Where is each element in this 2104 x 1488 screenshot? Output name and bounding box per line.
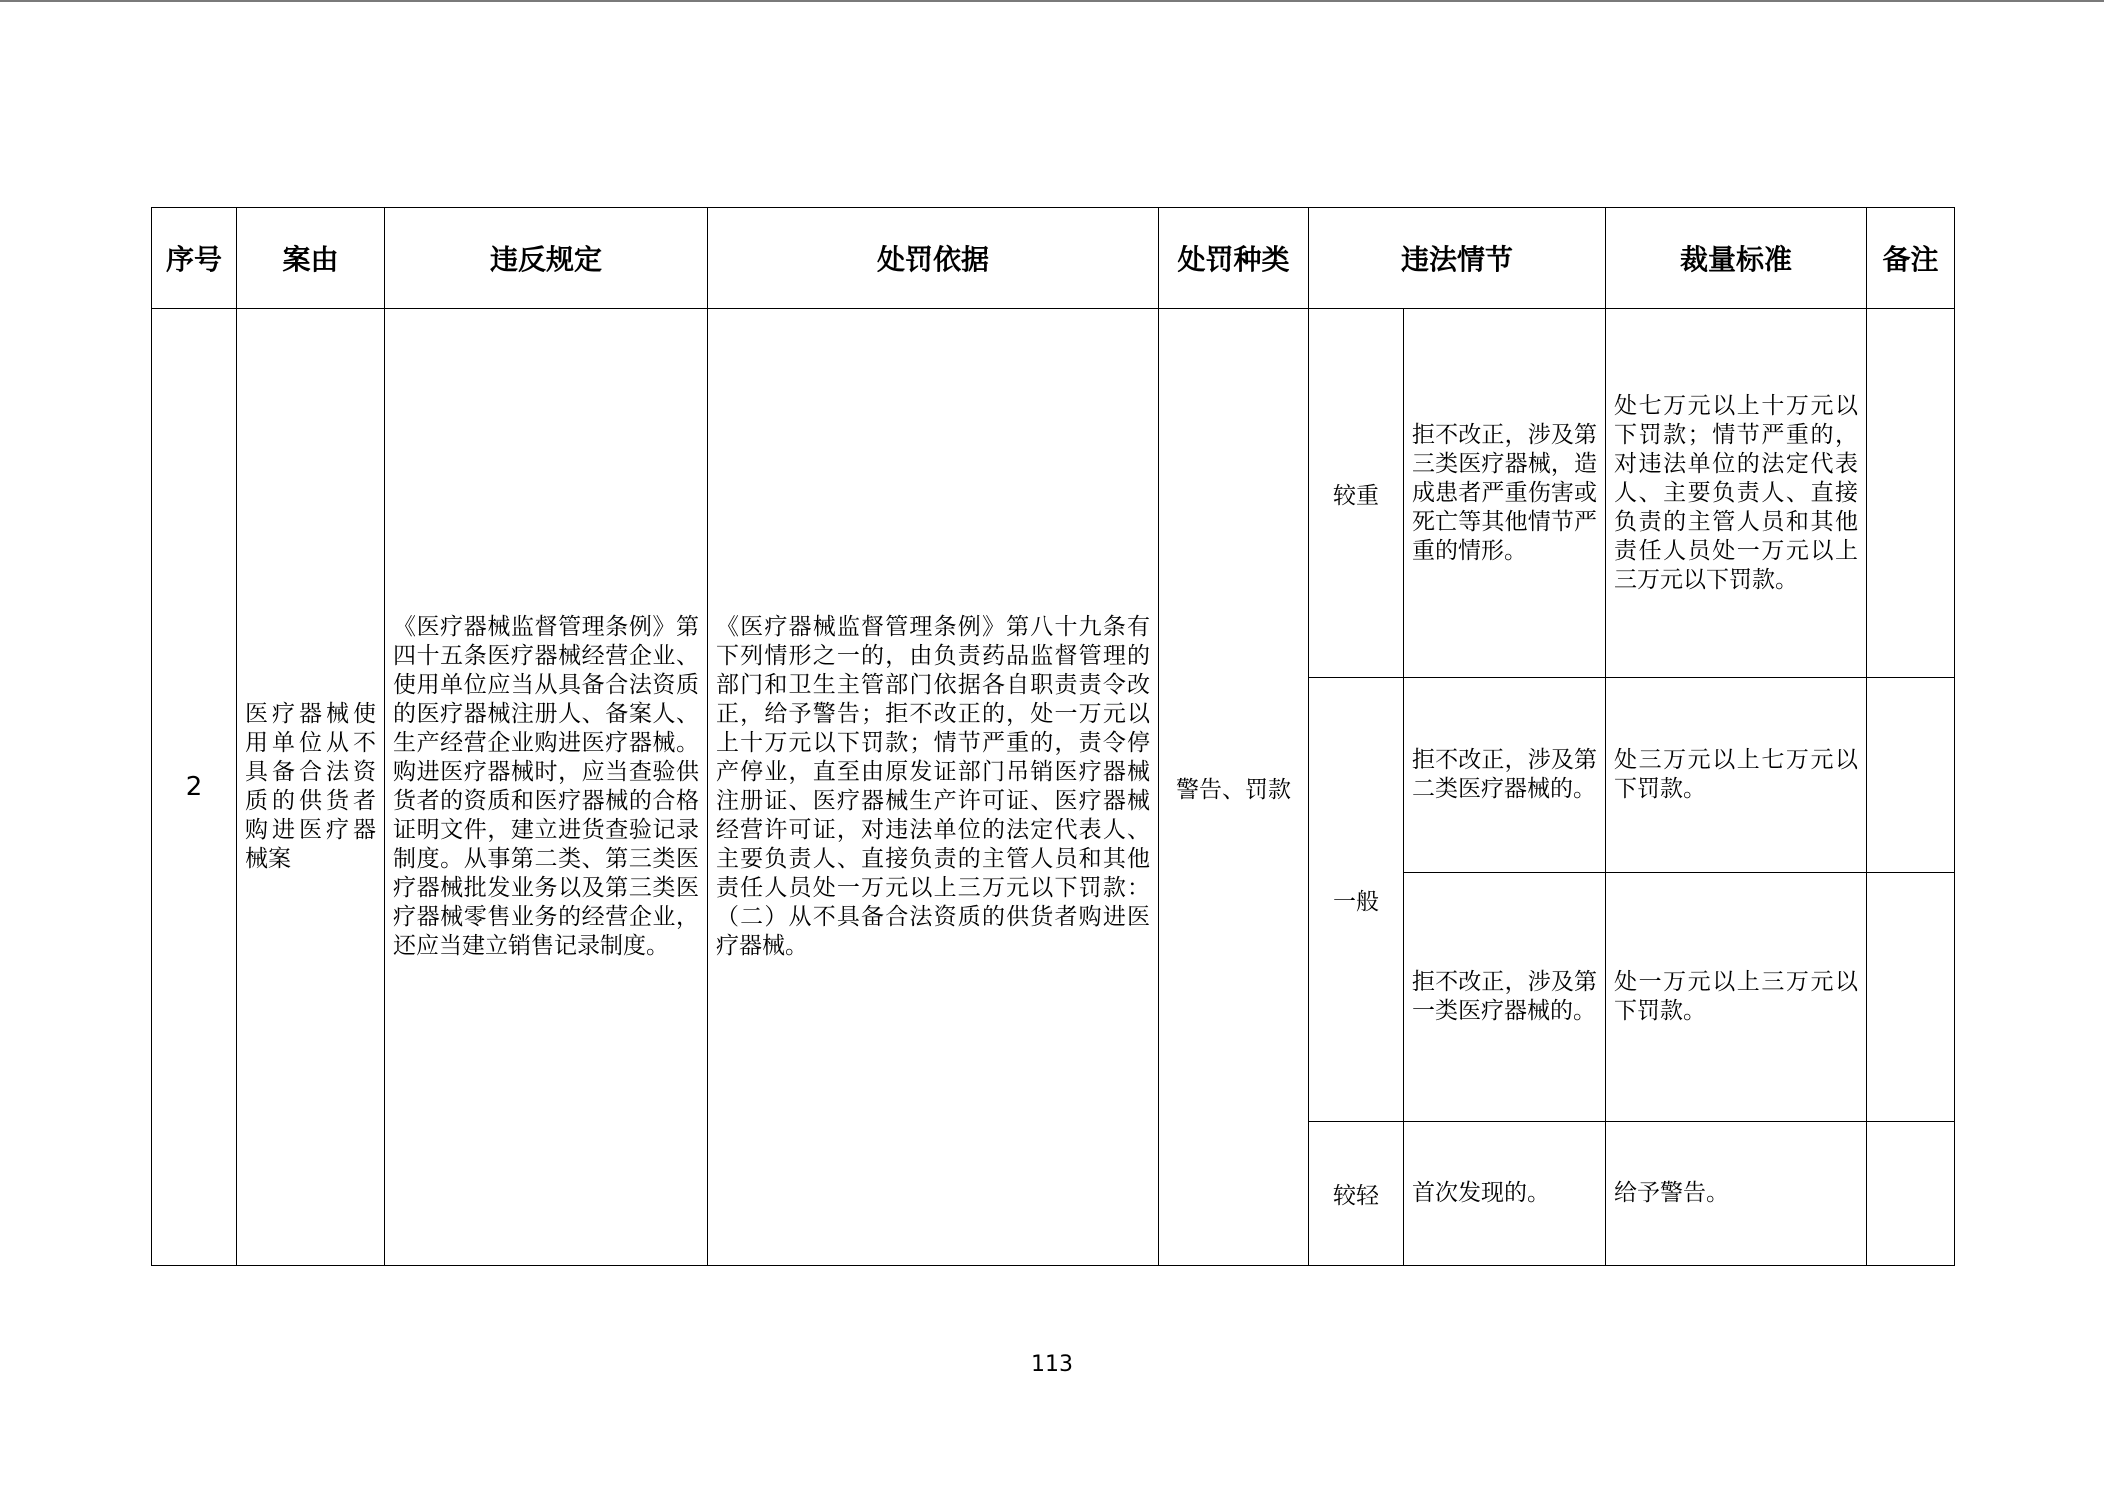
standard-cell: 处三万元以上七万元以下罚款。 <box>1606 678 1867 873</box>
remark-cell <box>1867 873 1955 1122</box>
remark-cell <box>1867 309 1955 678</box>
circumstance-cell: 首次发现的。 <box>1404 1122 1606 1266</box>
violation-cell: 《医疗器械监督管理条例》第四十五条医疗器械经营企业、使用单位应当从具备合法资质的医疗器械注册人、备案人、生产经营企业购进医疗器械。购进医疗器械时，应当查验供货者的资质和医疗器械的合格证明文件，建立进货查验记录制度。从事第二类、第三类医疗器械批发业务以及第三类医疗器械零售业务的经营企业，还应当建立销售记录制度。 <box>385 309 708 1266</box>
circumstance-cell: 拒不改正，涉及第一类医疗器械的。 <box>1404 873 1606 1122</box>
header-seq: 序号 <box>152 208 237 309</box>
header-standard: 裁量标准 <box>1606 208 1867 309</box>
table-row <box>152 309 1955 678</box>
page-number: 113 <box>1031 1352 1073 1377</box>
level-cell: 较重 <box>1309 309 1404 678</box>
header-circumstance: 违法情节 <box>1309 208 1606 309</box>
header-row <box>152 208 1955 309</box>
remark-cell <box>1867 1122 1955 1266</box>
standard-cell: 处一万元以上三万元以下罚款。 <box>1606 873 1867 1122</box>
remark-cell <box>1867 678 1955 873</box>
basis-cell: 《医疗器械监督管理条例》第八十九条有下列情形之一的，由负责药品监督管理的部门和卫生主管部门依据各自职责责令改正，给予警告；拒不改正的，处一万元以上十万元以下罚款；情节严重的，责令停产停业，直至由原发证部门吊销医疗器械注册证、医疗器械生产许可证、医疗器械经营许可证，对违法单位的法定代表人、主要负责人、直接负责的主管人员和其他责任人员处一万元以上三万元以下罚款：（二）从不具备合法资质的供货者购进医疗器械。 <box>708 309 1159 1266</box>
header-remark: 备注 <box>1867 208 1955 309</box>
seq-cell: 2 <box>152 309 237 1266</box>
circumstance-cell: 拒不改正，涉及第二类医疗器械的。 <box>1404 678 1606 873</box>
page-top-rule <box>0 0 2104 2</box>
level-cell: 一般 <box>1309 678 1404 1122</box>
header-violation: 违反规定 <box>385 208 708 309</box>
standard-cell: 给予警告。 <box>1606 1122 1867 1266</box>
circumstance-cell: 拒不改正，涉及第三类医疗器械，造成患者严重伤害或死亡等其他情节严重的情形。 <box>1404 309 1606 678</box>
header-type: 处罚种类 <box>1159 208 1309 309</box>
header-case: 案由 <box>237 208 385 309</box>
header-basis: 处罚依据 <box>708 208 1159 309</box>
case-cell: 医疗器械使用单位从不具备合法资质的供货者购进医疗器械案 <box>237 309 385 1266</box>
level-cell: 较轻 <box>1309 1122 1404 1266</box>
penalty-discretion-table <box>151 207 1955 1266</box>
penalty-type-cell: 警告、罚款 <box>1159 309 1309 1266</box>
standard-cell: 处七万元以上十万元以下罚款；情节严重的，对违法单位的法定代表人、主要负责人、直接负责的主管人员和其他责任人员处一万元以上三万元以下罚款。 <box>1606 309 1867 678</box>
